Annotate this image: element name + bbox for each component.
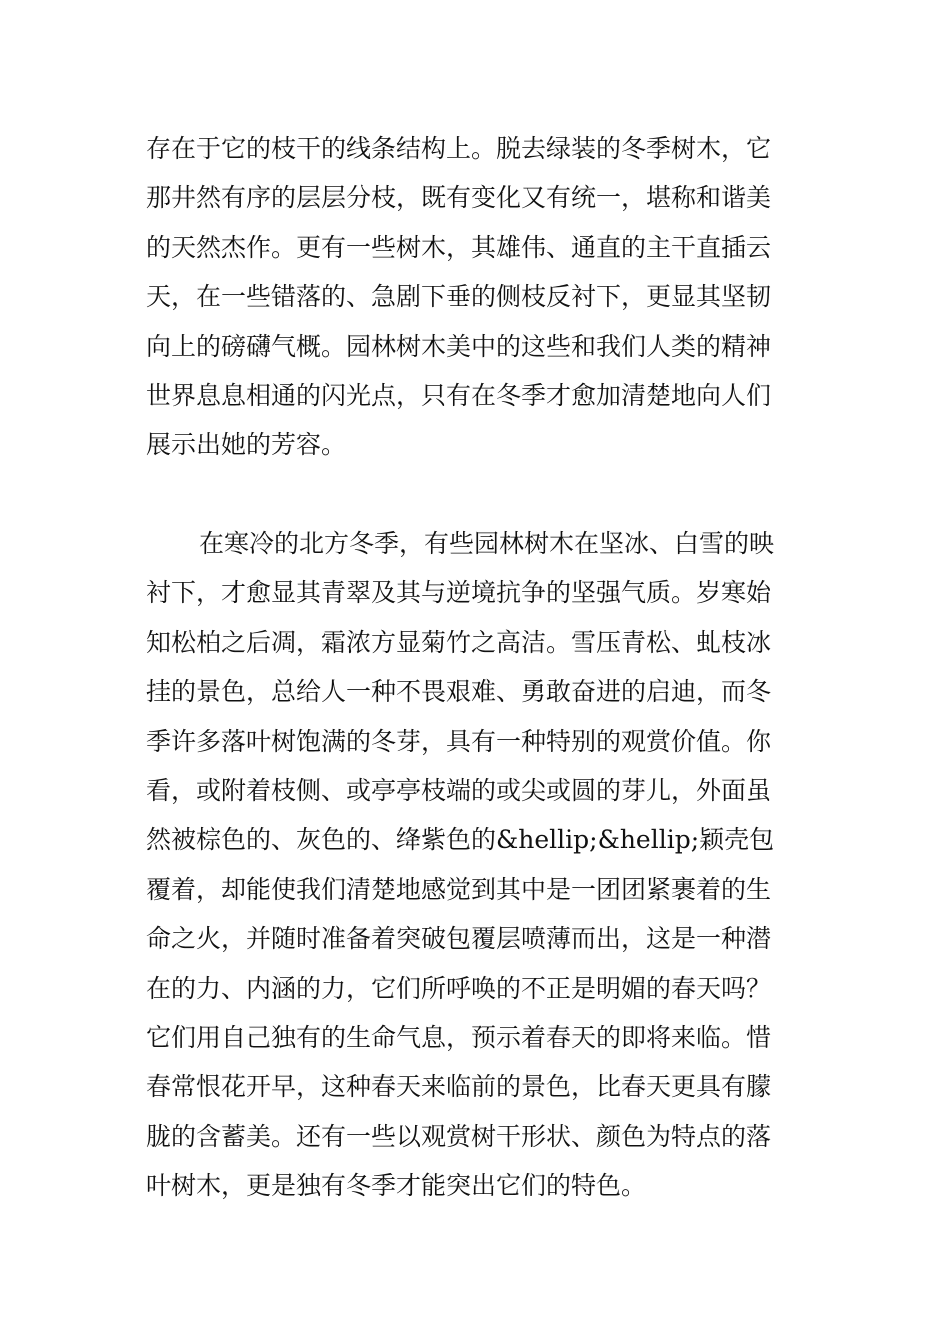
text-line: 然被棕色的、灰色的、绛紫色的&hellip;&hellip;颖壳包 (146, 825, 775, 855)
text-line-indented: 在寒冷的北方冬季，有些园林树木在坚冰、白雪的映 (199, 529, 775, 558)
text-line: 展示出她的芳容。 (146, 430, 347, 460)
text-line: 叶树木，更是独有冬季才能突出它们的特色。 (146, 1171, 647, 1201)
text-line: 的天然杰作。更有一些树木，其雄伟、通直的主干直插云 (146, 232, 772, 262)
text-line: 知松柏之后凋，霜浓方显菊竹之高洁。雪压青松、虬枝冰 (146, 627, 772, 657)
text-line: 那井然有序的层层分枝，既有变化又有统一，堪称和谐美 (146, 183, 772, 213)
text-line: 它们用自己独有的生命气息，预示着春天的即将来临。惜 (146, 1022, 772, 1052)
text-line: 春常恨花开早，这种春天来临前的景色，比春天更具有朦 (146, 1072, 772, 1102)
text-line: 世界息息相通的闪光点，只有在冬季才愈加清楚地向人们 (146, 380, 772, 410)
text-line: 挂的景色，总给人一种不畏艰难、勇敢奋进的启迪，而冬 (146, 677, 772, 707)
text-line: 胧的含蓄美。还有一些以观赏树干形状、颜色为特点的落 (146, 1121, 772, 1151)
text-line: 命之火，并随时准备着突破包覆层喷薄而出，这是一种潜 (146, 924, 772, 954)
text-line: 天，在一些错落的、急剧下垂的侧枝反衬下，更显其坚韧 (146, 282, 772, 312)
paragraph-2 (146, 519, 812, 1210)
paragraph-1 (146, 124, 812, 470)
text-line: 在的力、内涵的力，它们所呼唤的不正是明媚的春天吗？ (146, 973, 772, 1003)
text-line: 覆着，却能使我们清楚地感觉到其中是一团团紧裹着的生 (146, 874, 772, 904)
text-line: 存在于它的枝干的线条结构上。脱去绿装的冬季树木，它 (146, 134, 772, 163)
text-line: 向上的磅礴气概。园林树木美中的这些和我们人类的精神 (146, 331, 772, 361)
text-line: 看，或附着枝侧、或亭亭枝端的或尖或圆的芽儿，外面虽 (146, 775, 772, 805)
text-line: 衬下，才愈显其青翠及其与逆境抗争的坚强气质。岁寒始 (146, 578, 772, 608)
text-line: 季许多落叶树饱满的冬芽，具有一种特别的观赏价值。你 (146, 726, 772, 756)
